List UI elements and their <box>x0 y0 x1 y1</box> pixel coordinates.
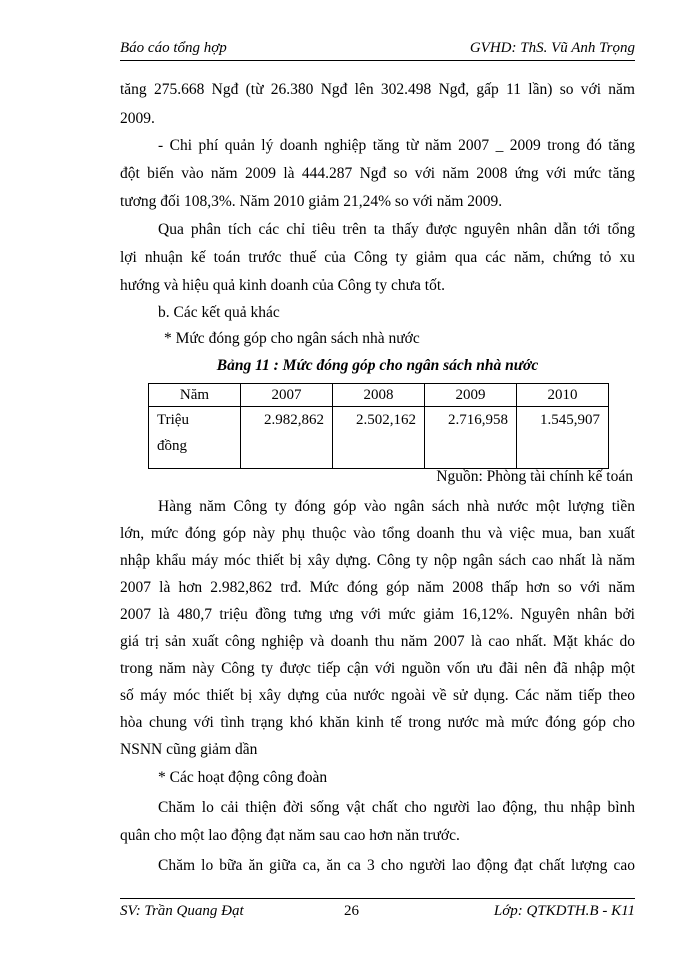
table-row-label <box>149 407 241 469</box>
paragraph-line: Chăm lo cải thiện đời sống vật chất cho người lao động, thu nhập bình <box>158 799 635 816</box>
table-header-cell: 2008 <box>333 384 425 407</box>
table-header-cell: 2007 <box>241 384 333 407</box>
paragraph-line: tăng 275.668 Ngđ (từ 26.380 Ngđ lên 302.498 Ngđ, gấp 11 lần) so với năm <box>120 81 635 98</box>
paragraph-line: số máy móc thiết bị xây dựng của nước ngoài về sử dụng. Các năm tiếp theo <box>120 687 635 704</box>
paragraph-line: Hàng năm Công ty đóng góp vào ngân sách nhà nước một lượng tiền <box>158 498 635 515</box>
table-caption: Bảng 11 : Mức đóng góp cho ngân sách nhà nước <box>216 357 539 374</box>
paragraph-line: giá trị sản xuất công nghiệp và doanh thu năm 2007 là cao nhất. Mặt khác do <box>120 633 635 650</box>
paragraph-line: 2007 là 480,7 triệu đồng tưng ưng với mức giảm 16,12%. Nguyên nhân bởi <box>120 606 635 623</box>
paragraph-line: đột biến vào năm 2009 là 444.287 Ngđ so với năm 2008 ứng với mức tăng <box>120 165 635 182</box>
paragraph-line: quân cho một lao động đạt năm sau cao hơn năn trước. <box>120 827 460 844</box>
paragraph-line: hòa chung với tình trạng khó khăn kinh tế trong nước mà mức đóng góp cho <box>120 714 635 731</box>
page-number: 26 <box>344 903 359 919</box>
table-row <box>149 407 609 469</box>
table-header-cell: 2009 <box>425 384 517 407</box>
footer-student: SV: Trần Quang Đạt <box>120 903 244 919</box>
header-report-title: Báo cáo tổng hợp <box>120 40 227 56</box>
footer-class: Lớp: QTKDTH.B - K11 <box>493 903 635 919</box>
paragraph-line: Qua phân tích các chỉ tiêu trên ta thấy được nguyên nhân dẫn tới tổng <box>158 221 635 238</box>
section-heading: b. Các kết quả khác <box>158 304 280 321</box>
table-header-cell: 2010 <box>517 384 609 407</box>
table-cell: 2.982,862 <box>241 407 333 469</box>
subsection-heading: * Các hoạt động công đoàn <box>158 769 328 786</box>
header-supervisor: GVHD: ThS. Vũ Anh Trọng <box>469 40 635 56</box>
paragraph-line: 2009. <box>120 110 155 127</box>
row-label-line: Triệu <box>157 412 189 428</box>
table-source: Nguồn: Phòng tài chính kế toán <box>436 468 633 485</box>
paragraph-line: lợi nhuận kế toán trước thuế của Công ty giảm qua các năm, chứng tỏ xu <box>120 249 635 266</box>
paragraph-line: 2007 là hơn 2.982,862 trđ. Mức đóng góp năm 2008 thấp hơn so với năm <box>120 579 635 596</box>
paragraph-line: trong năm này Công ty được tiếp cận với nguồn vốn ưu đãi nên đã nhập một <box>120 660 635 677</box>
table-header-cell: Năm <box>149 384 241 407</box>
paragraph-line: tương đối 108,3%. Năm 2010 giảm 21,24% so với năm 2009. <box>120 193 503 210</box>
paragraph-line: nhập khẩu máy móc thiết bị xây dựng. Công ty nộp ngân sách cao nhất là năm <box>120 552 635 569</box>
table-cell: 2.502,162 <box>333 407 425 469</box>
table-header-row <box>149 384 609 407</box>
paragraph-line: hướng và hiệu quả kinh doanh của Công ty chưa tốt. <box>120 277 446 294</box>
table-cell: 2.716,958 <box>425 407 517 469</box>
budget-contribution-table <box>148 383 609 469</box>
page-header <box>120 38 635 61</box>
row-label-line: đồng <box>157 438 187 454</box>
paragraph-line: lớn, mức đóng góp này phụ thuộc vào tổng doanh thu và việc mua, ban xuất <box>120 525 635 542</box>
subsection-heading: * Mức đóng góp cho ngân sách nhà nước <box>164 330 420 347</box>
paragraph-line: - Chi phí quản lý doanh nghiệp tăng từ năm 2007 _ 2009 trong đó tăng <box>158 137 635 154</box>
paragraph-line: NSNN cũng giảm dần <box>120 741 258 758</box>
page-footer <box>120 898 635 919</box>
table-cell: 1.545,907 <box>517 407 609 469</box>
paragraph-line: Chăm lo bữa ăn giữa ca, ăn ca 3 cho người lao động đạt chất lượng cao <box>158 857 635 874</box>
